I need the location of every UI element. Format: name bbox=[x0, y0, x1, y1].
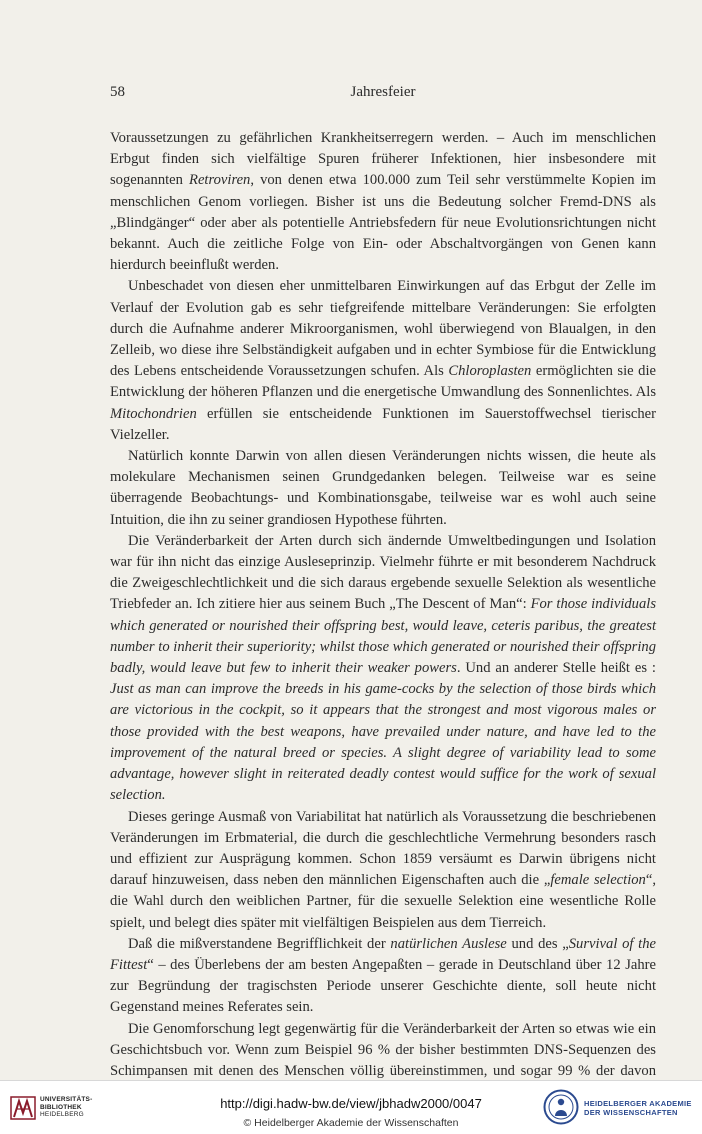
text-run: Dieses geringe Ausmaß von Variabilitat hat natürlich als Voraussetzung die beschriebenen Veränderungen im Erbmaterial, die durch die geschlechtliche Vermehrung besonders rasch und effizient zur Ausprägung kommen. Schon 1859 versäumt es Darwin übrigens nicht darauf hinzuweisen, dass neben den männlichen Eigenschaften auch die „ bbox=[110, 808, 656, 889]
italic-run: Just as man can improve the breeds in his game-cocks by the selection of those birds which are victorious in the cockpit, so it appears that the strongest and most vigorous males or those provided with the best weapons, have prevailed under nature, and have led to the improvement of the natural breed or species. A slight degree of variability lead to some advantage, however slight in reiterated deadly contest would suffice for the work of sexual selection. bbox=[110, 681, 656, 804]
italic-run: For those individuals which generated or nourished their offspring best, would leave, ceteris paribus, the greatest number to inherit their superiority; whilst those which generated or nourished their offspring badly, would leave but few to inherit their weaker powers bbox=[110, 596, 657, 677]
academy-seal-icon bbox=[543, 1089, 579, 1125]
body-text bbox=[110, 128, 656, 1103]
text-run: erfüllen sie entscheidende Funktionen im Sauerstoffwechsel tierischer Vielzeller. bbox=[110, 405, 656, 443]
paragraph bbox=[110, 531, 656, 807]
text-run: und des „ bbox=[506, 935, 569, 952]
paragraph bbox=[110, 934, 656, 1019]
running-head: Jahresfeier bbox=[350, 84, 416, 100]
paragraph bbox=[110, 128, 656, 276]
italic-run: female selection bbox=[550, 872, 646, 889]
library-name: UNIVERSITÄTS- BIBLIOTHEK HEIDELBERG bbox=[40, 1096, 93, 1118]
paragraph bbox=[110, 446, 656, 531]
page-number: 58 bbox=[110, 84, 125, 100]
text-run: . Und an anderer Stelle heißt es : bbox=[456, 660, 656, 677]
permalink-url[interactable]: http://digi.hadw-bw.de/view/jbhadw2000/0047 bbox=[220, 1096, 482, 1111]
page-header bbox=[110, 84, 656, 106]
text-run: Voraussetzungen zu gefährlichen Krankheitserregern werden. – Auch im menschlichen Erbgut finden sich vielfältige Spuren früherer Infektionen, hier insbesondere mit sogenannten bbox=[110, 130, 656, 189]
paragraph bbox=[110, 807, 656, 934]
viewer-footer bbox=[0, 1080, 702, 1134]
italic-run: Survival of the Fittest bbox=[110, 935, 656, 973]
text-run: , von denen etwa 100.000 zum Teil sehr verstümmelte Kopien im menschlichen Genom vorliegen. Bisher ist uns die Bedeutung solcher Fremd-DNS als „Blindgänger“ oder aber als potentielle Antriebsfedern für neue Evolutionsrichtungen nicht bekannt. Auch die zeitliche Folge von Ein- oder Abschaltvorgängen von Genen kann hierdurch beeinflußt werden. bbox=[110, 172, 656, 274]
italic-run: Retroviren bbox=[189, 172, 251, 189]
text-run: Die Genomforschung legt gegenwärtig für die Veränderbarkeit der Arten so etwas wie ein Geschichtsbuch vor. Wenn zum Beispiel 96 % der bisher bestimmten DNS-Sequenzen des Schimpansen mit denen des Menschen völlig übereinstimmen, und sogar 99 % der davon bbox=[110, 1020, 656, 1079]
italic-run: natürlichen Auslese bbox=[390, 935, 507, 952]
text-run: “ – des Überlebens der am besten Angepaßten – gerade in Deutschland über 12 Jahre zur Begründung der tragischsten Periode unserer Geschichte diente, soll heute nicht Gegenstand meines Referates sein. bbox=[110, 956, 656, 1016]
text-run: “, die Wahl durch den weiblichen Partner, für die sexuelle Selektion eine wesentliche Rolle spielt, und belegt dies später mit vielfältigen Beispielen aus dem Tierreich. bbox=[110, 872, 656, 931]
text-run: ermöglichten sie die Entwicklung der höheren Pflanzen und die energetische Umwandlung des Sonnenlichtes. Als bbox=[110, 363, 656, 401]
paragraph bbox=[110, 276, 656, 446]
text-run: Die Veränderbarkeit der Arten durch sich ändernde Umweltbedingungen und Isolation war für ihn nicht das einzige Ausleseprinzip. Vielmehr führte er mit besonderem Nachdruck die Zweigeschlechtlichkeit und die sich daraus ergebende sexuelle Selektion als wesentliche Triebfeder an. Ich zitiere hier aus seinem Buch „The Descent of Man“: bbox=[110, 532, 656, 613]
text-run: Natürlich konnte Darwin von allen diesen Veränderungen nichts wissen, die heute als molekulare Mechanismen seinen Grundgedanken belegen. Teilweise war es seine überragende Beobachtungs- und Kombinationsgabe, teilweise war es wohl auch seine Intuition, die ihn zu seiner grandiosen Hypothese führten. bbox=[110, 448, 656, 528]
italic-run: Chloroplasten bbox=[448, 363, 532, 380]
text-run: Daß die mißverstandene Begrifflichkeit der bbox=[128, 935, 391, 952]
copyright-notice: © Heidelberger Akademie der Wissenschaften bbox=[243, 1117, 459, 1129]
text-run: Unbeschadet von diesen eher unmittelbaren Einwirkungen auf das Erbgut der Zelle im Verlauf der Evolution gab es sehr tiefgreifende mittelbare Veränderungen: Sie erfolgten durch die Aufnahme anderer Mikroorganismen, wohl überwiegend von Blaualgen, in den Zelleib, wo diese ihre Selbständigkeit aufgaben und in echter Symbiose für die Entwicklung des Lebens entscheidende Voraussetzungen schufen. Als bbox=[110, 278, 656, 380]
academy-name: HEIDELBERGER AKADEMIE DER WISSENSCHAFTEN bbox=[584, 1099, 692, 1117]
italic-run: Mitochondrien bbox=[110, 405, 197, 422]
